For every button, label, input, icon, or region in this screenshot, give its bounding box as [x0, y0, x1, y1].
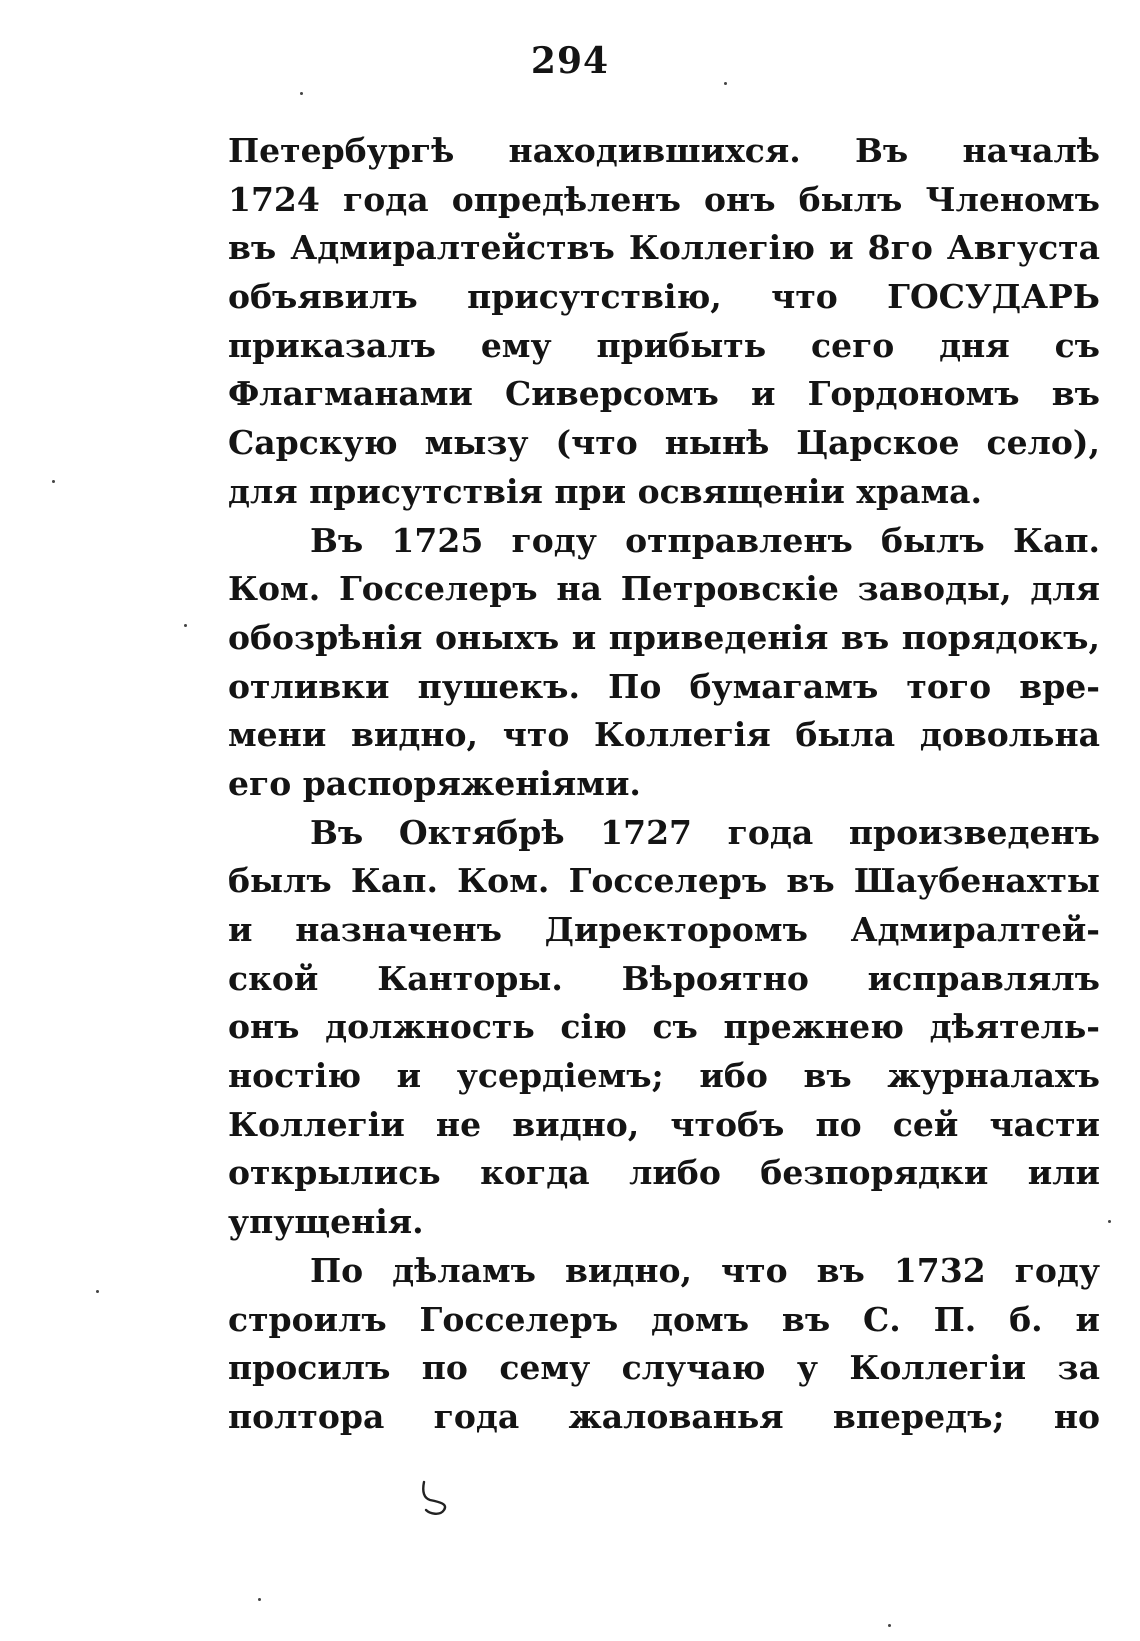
- text-line: его распоряженіями.: [228, 763, 641, 803]
- page-number: 294: [530, 40, 610, 82]
- text-line: строилъ Госселеръ домъ въ С. П. б. и: [228, 1299, 1100, 1339]
- text-line: ской Канторы. Вѣроятно исправлялъ: [228, 958, 1100, 998]
- paper-speck: [258, 1598, 261, 1601]
- text-line: ностію и усердіемъ; ибо въ журналахъ: [228, 1056, 1100, 1096]
- text-line: Ком. Госселеръ на Петровскіе заводы, для: [228, 569, 1100, 609]
- paper-speck: [184, 624, 187, 627]
- paper-speck: [96, 1290, 99, 1293]
- text-line: просилъ по сему случаю у Коллегіи за: [228, 1348, 1100, 1388]
- text-line: приказалъ ему прибыть сего дня съ: [228, 325, 1100, 365]
- paper-speck: [300, 92, 303, 95]
- text-line: упущенія.: [228, 1202, 424, 1242]
- paragraph-start-line: Въ Октябрѣ 1727 года произведенъ: [310, 812, 1100, 852]
- text-line: мени видно, что Коллегія была довольна: [228, 715, 1100, 755]
- text-line: Сарскую мызу (что нынѣ Царское село),: [228, 423, 1100, 463]
- paragraph-start-line: По дѣламъ видно, что въ 1732 году: [310, 1250, 1100, 1290]
- text-line: объявилъ присутствію, что ГОСУДАРЬ: [228, 277, 1100, 317]
- pencil-mark-icon: [418, 1478, 458, 1518]
- text-line: Коллегіи не видно, чтобъ по сей части: [228, 1104, 1100, 1144]
- paper-speck: [52, 480, 55, 483]
- text-line: для присутствія при освященіи храма.: [228, 471, 983, 511]
- text-line: отливки пушекъ. По бумагамъ того вре-: [228, 666, 1100, 706]
- text-line: Петербургѣ находившихся. Въ началѣ: [228, 131, 1100, 170]
- text-line: открылись когда либо безпорядки или: [228, 1153, 1100, 1193]
- paper-speck: [1108, 1220, 1111, 1223]
- text-line: обозрѣнія оныхъ и приведенія въ порядокъ,: [228, 617, 1100, 657]
- paragraph-start-line: Въ 1725 году отправленъ былъ Кап.: [310, 520, 1100, 560]
- paper-speck: [724, 82, 727, 85]
- text-line: былъ Кап. Ком. Госселеръ въ Шаубенахты: [228, 861, 1100, 901]
- text-line: въ Адмиралтействъ Коллегію и 8го Августа: [228, 228, 1100, 268]
- text-line: и назначенъ Директоромъ Адмиралтей-: [228, 910, 1100, 949]
- text-line: Флагманами Сиверсомъ и Гордономъ въ: [228, 374, 1100, 414]
- body-text: [228, 127, 1100, 1442]
- text-line: 1724 года опредѣленъ онъ былъ Членомъ: [228, 179, 1100, 219]
- text-line: полтора года жалованья впередъ; но: [228, 1396, 1100, 1436]
- text-line: онъ должность сію съ прежнею дѣятель-: [228, 1007, 1100, 1047]
- paper-speck: [888, 1624, 891, 1627]
